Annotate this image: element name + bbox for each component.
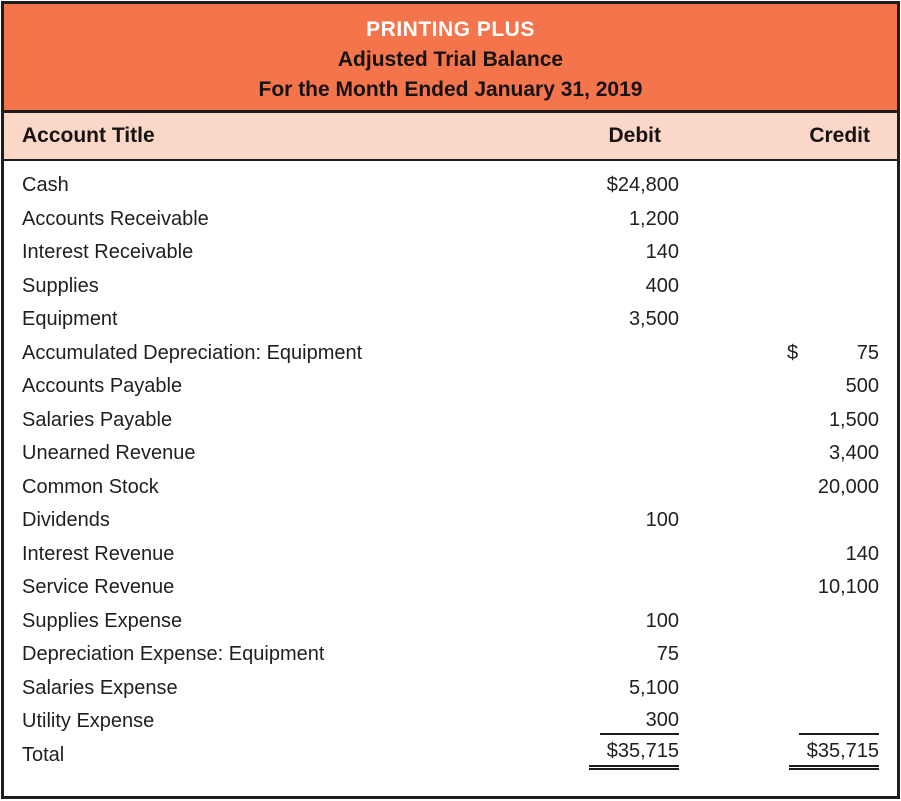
total-credit-cell [679,740,879,770]
account-cell: Interest Receivable [22,241,194,264]
debit-cell [519,709,679,735]
table-row [4,303,897,337]
account-cell: Interest Revenue [22,542,175,565]
table-row [4,638,897,672]
credit-cell: 10,100 [817,576,879,599]
account-cell: Dividends [22,509,110,532]
company-name: PRINTING PLUS [366,18,535,41]
account-cell: Accumulated Depreciation: Equipment [22,341,363,364]
total-debit-amount: $35,715 [589,740,679,770]
table-row [4,337,897,371]
report-title: Adjusted Trial Balance [337,48,564,71]
debit-cell: 140 [645,241,679,264]
account-cell: Common Stock [22,475,159,498]
column-header-credit: Credit [809,124,870,147]
total-row [4,739,897,773]
credit-cell: 500 [845,375,879,398]
account-cell: Service Revenue [22,576,175,599]
table-row [4,203,897,237]
account-cell: Equipment [22,308,118,331]
table-row [4,705,897,739]
table-row [4,169,897,203]
table-row [4,270,897,304]
debit-cell: 5,100 [628,676,679,699]
account-cell: Unearned Revenue [22,442,196,465]
account-cell: Accounts Receivable [22,207,209,230]
debit-cell: 3,500 [628,308,679,331]
credit-cell: 140 [845,542,879,565]
table-row [4,504,897,538]
total-credit-amount: $35,715 [789,740,879,770]
debit-amount-ruled: 300 [600,709,679,735]
trial-balance-sheet [1,1,900,799]
account-cell: Salaries Payable [22,408,173,431]
credit-cell: 3,400 [828,442,879,465]
debit-cell: 400 [645,274,679,297]
report-period: For the Month Ended January 31, 2019 [258,78,643,101]
debit-cell: 75 [656,643,679,666]
account-cell: Utility Expense [22,710,155,733]
debit-cell: 1,200 [628,207,679,230]
credit-total-rule [799,709,879,735]
credit-amount: 75 [856,341,879,364]
credit-cell: 1,500 [828,408,879,431]
table-row [4,236,897,270]
table-row [4,437,897,471]
table-row [4,471,897,505]
table-row [4,538,897,572]
debit-cell: 100 [645,509,679,532]
account-cell: Cash [22,174,69,197]
account-cell: Accounts Payable [22,375,183,398]
column-header-account: Account Title [22,124,155,147]
table-row [4,672,897,706]
report-header [4,4,897,113]
account-cell: Supplies Expense [22,609,183,632]
table-row [4,370,897,404]
total-debit-cell [519,740,679,770]
table-row [4,404,897,438]
column-header-row [4,113,897,161]
credit-cell: 20,000 [817,475,879,498]
column-header-debit: Debit [608,124,661,147]
table-body [4,161,897,796]
credit-cell [679,709,879,735]
account-cell: Supplies [22,274,99,297]
debit-cell: $24,800 [606,174,679,197]
debit-cell: 100 [645,609,679,632]
table-row [4,571,897,605]
account-cell: Salaries Expense [22,676,178,699]
dollar-sign: $ [787,341,799,364]
credit-cell [679,342,879,365]
table-row [4,605,897,639]
total-label: Total [22,743,65,766]
account-cell: Depreciation Expense: Equipment [22,643,325,666]
